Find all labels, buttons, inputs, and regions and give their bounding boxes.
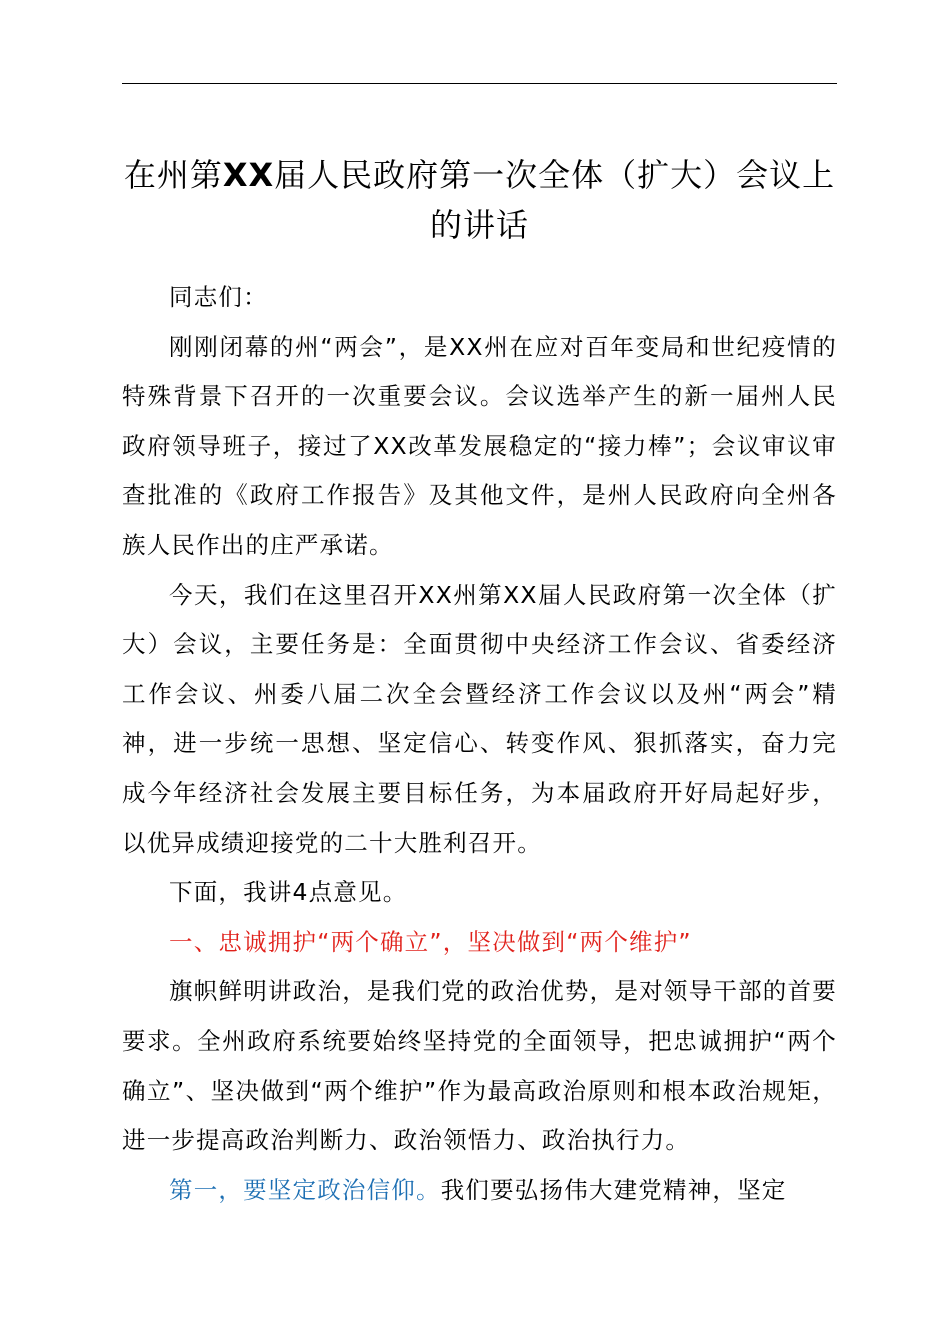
salutation: 同志们： bbox=[169, 283, 268, 311]
paragraph-3: 下面，我讲4点意见。 bbox=[169, 878, 408, 907]
paragraph-5-rest: 我们要弘扬伟大建党精神，坚定 bbox=[440, 1175, 787, 1204]
document-body bbox=[122, 273, 837, 1215]
paragraph-2: 今天，我们在这里召开XX州第XX届人民政府第一次全体（扩大）会议，主要任务是：全面贯彻中央经济工作会议、省委经济工作会议、州委八届二次全会暨经济工作会议以及州“两会”精神，进一步统一思想、坚定信心、转变作风、狠抓落实，奋力完成今年经济社会发展主要目标任务，为本届政府开好局起好步，以优异成绩迎接党的二十大胜利召开。 bbox=[122, 580, 837, 857]
title-xx: XX bbox=[222, 156, 275, 194]
title-prefix: 在州第 bbox=[123, 156, 223, 194]
paragraph-5 bbox=[122, 1166, 837, 1216]
title-suffix: 届人民政府第一次全体（扩大）会议上的讲话 bbox=[274, 156, 836, 244]
header-rule bbox=[122, 83, 837, 84]
paragraph-5-lead: 第一，要坚定政治信仰。 bbox=[169, 1175, 441, 1204]
paragraph-4: 旗帜鲜明讲政治，是我们党的政治优势，是对领导干部的首要要求。全州政府系统要始终坚持党的全面领导，把忠诚拥护“两个确立”、坚决做到“两个维护”作为最高政治原则和根本政治规矩，进一步提高政治判断力、政治领悟力、政治执行力。 bbox=[122, 977, 837, 1155]
section-heading-1: 一、忠诚拥护“两个确立”，坚决做到“两个维护” bbox=[169, 927, 692, 956]
paragraph-1: 刚刚闭幕的州“两会”，是XX州在应对百年变局和世纪疫情的特殊背景下召开的一次重要会议。会议选举产生的新一届州人民政府领导班子，接过了XX改革发展稳定的“接力棒”；会议审议审查批准的《政府工作报告》及其他文件，是州人民政府向全州各族人民作出的庄严承诺。 bbox=[122, 332, 837, 559]
document-title bbox=[122, 150, 837, 250]
